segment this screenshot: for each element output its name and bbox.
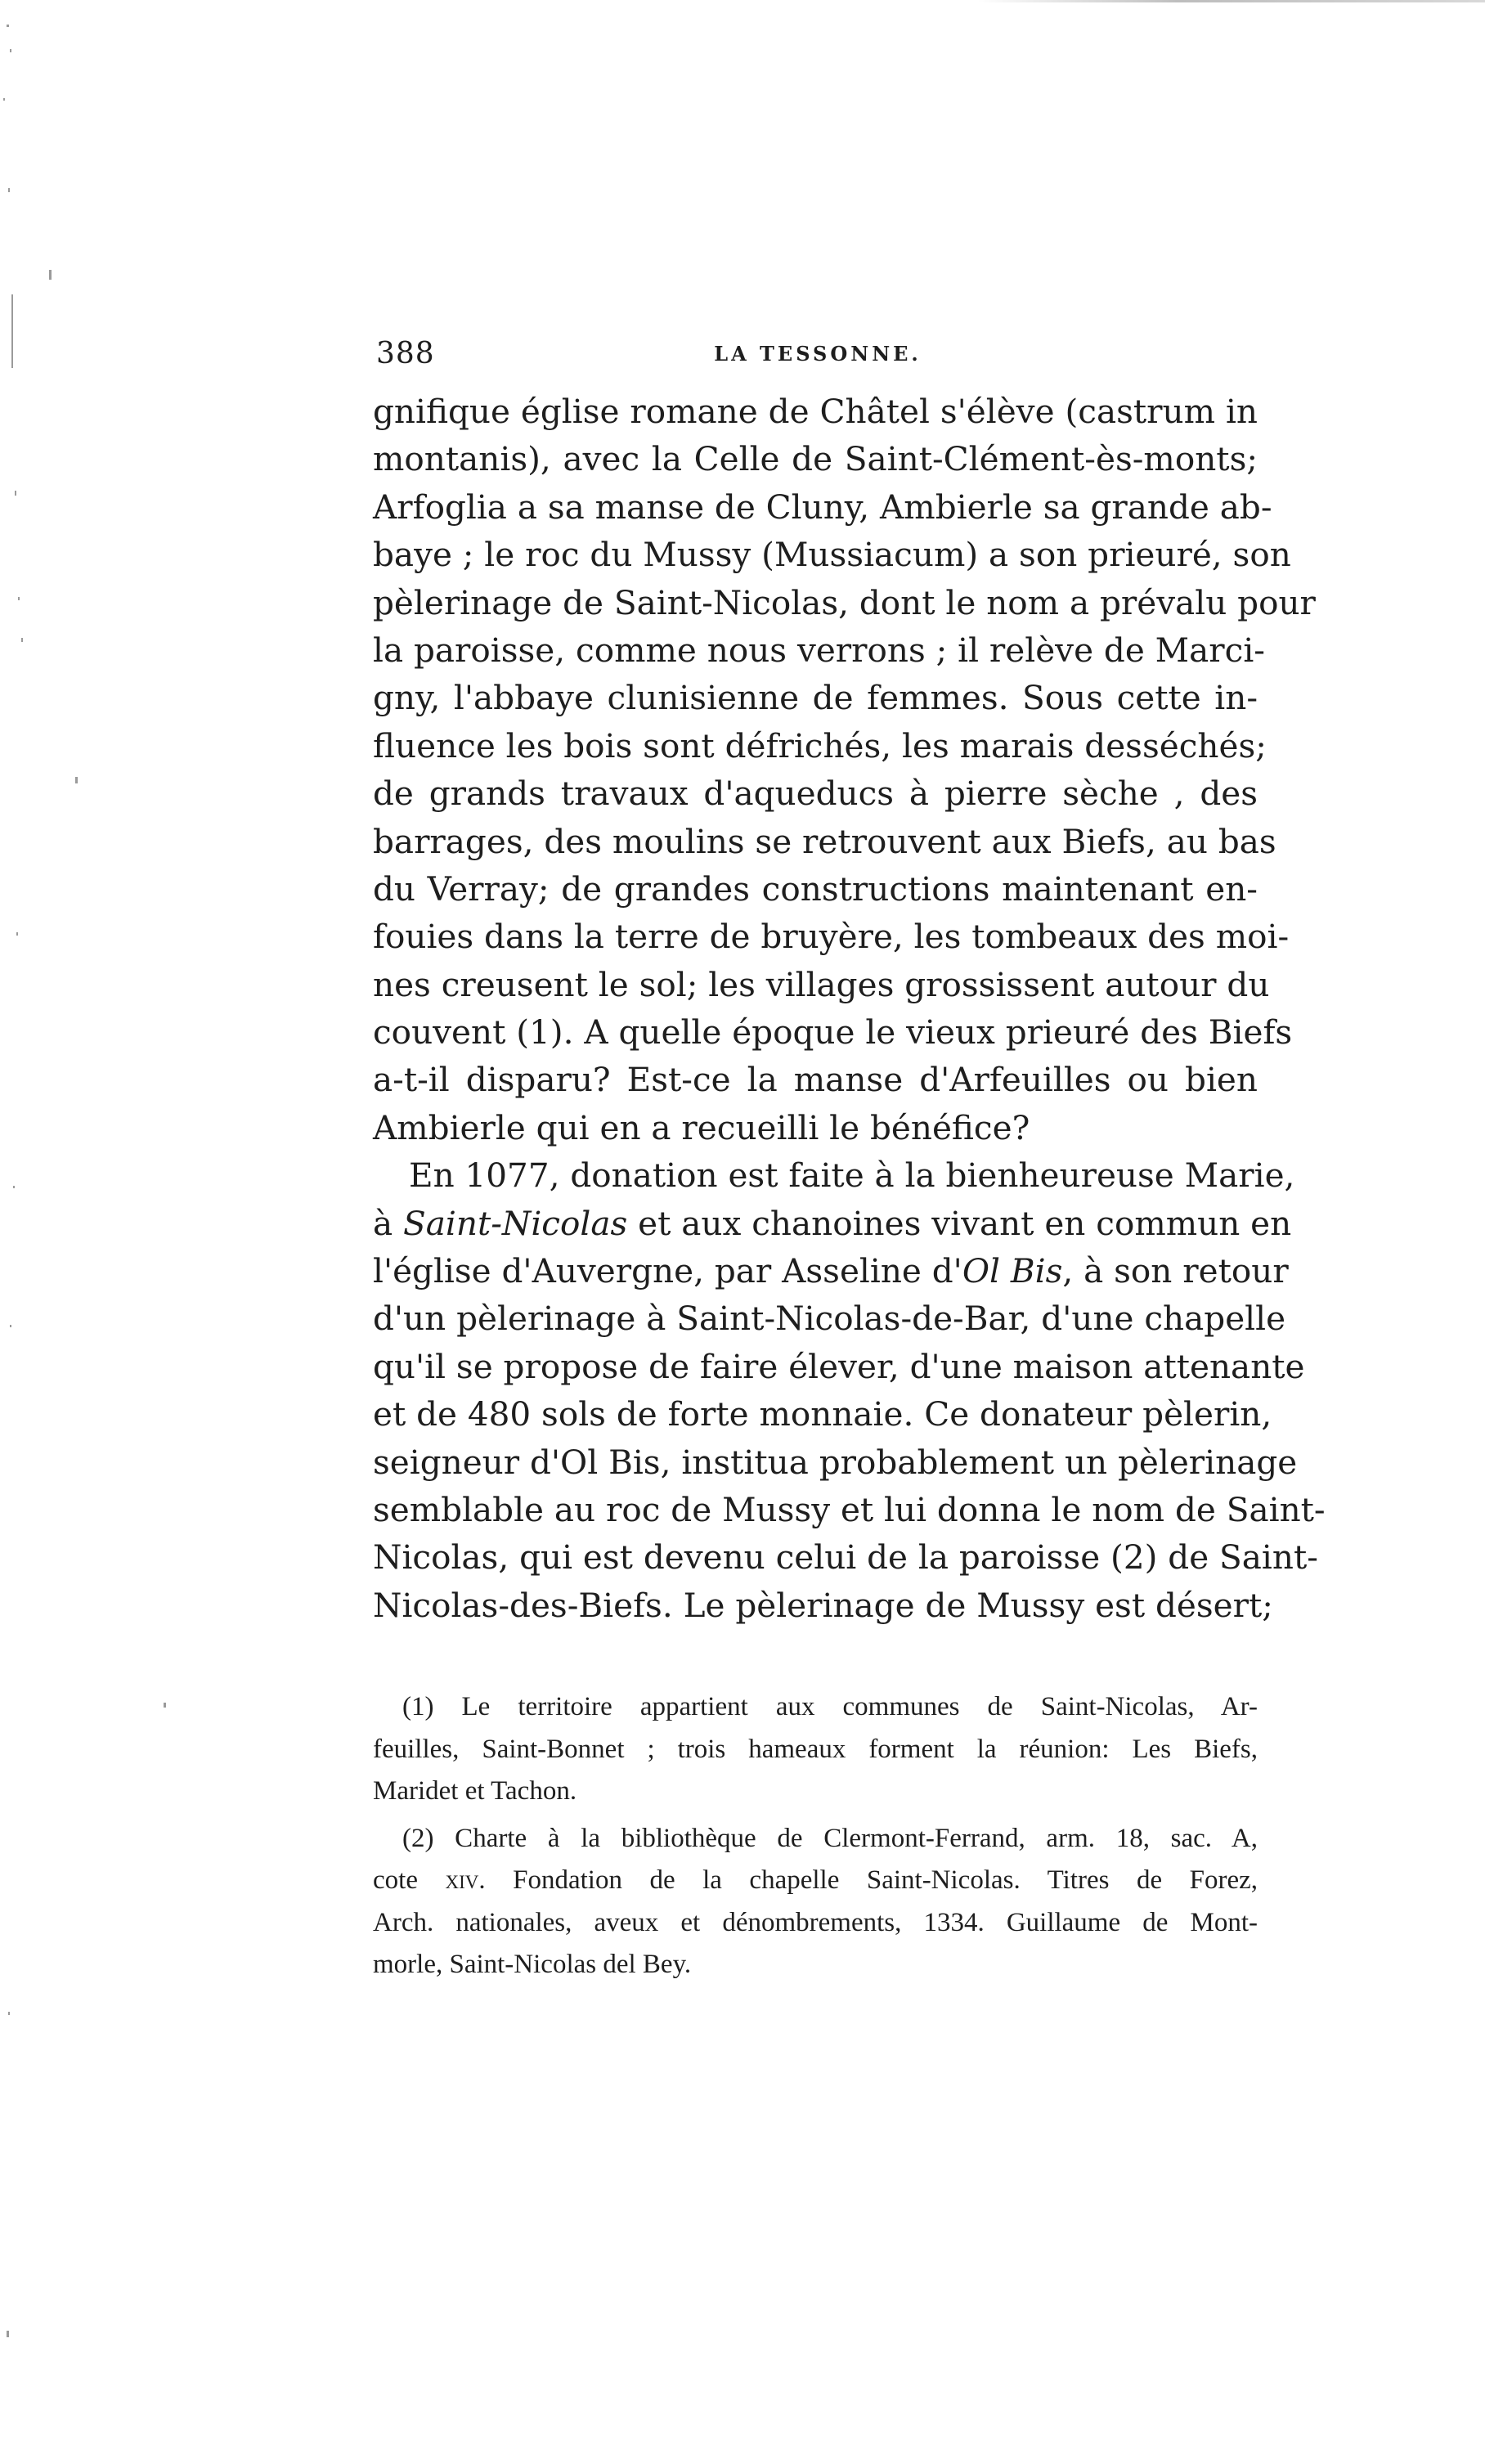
footnote-line — [373, 1860, 1258, 1902]
text-line: Nicolas-des-Biefs. Le pèlerinage de Mussy est désert; — [373, 1585, 1273, 1625]
text-line: montanis), avec la Celle de Saint-Clément-ès-monts; — [373, 439, 1258, 479]
text-line: fluence les bois sont défrichés, les marais desséchés; — [373, 725, 1267, 765]
main-text — [373, 388, 1326, 1629]
footnote-2: (2) Charte à la bibliothèque de Clermont-Ferrand, arm. 18, sac. A, — [402, 1823, 1258, 1853]
text-line: d'un pèlerinage à Saint-Nicolas-de-Bar, d'une chapelle — [373, 1299, 1286, 1339]
text-line: Arfoglia a sa manse de Cluny, Ambierle sa grande ab- — [373, 487, 1272, 527]
text-line: gnifique église romane de Châtel s'élève (castrum in — [373, 392, 1258, 431]
text-line: qu'il se propose de faire élever, d'une maison attenante — [373, 1346, 1305, 1386]
text-fragment: l'église d'Auvergne, par Asseline d' — [373, 1251, 962, 1291]
roman-numeral: xiv — [445, 1865, 479, 1895]
text-line: couvent (1). A quelle époque le vieux prieuré des Biefs — [373, 1012, 1293, 1052]
text-line: fouies dans la terre de bruyère, les tombeaux des moi- — [373, 917, 1290, 957]
footnotes — [373, 1686, 1258, 1986]
text-line — [373, 1247, 1289, 1295]
footnote-line: feuilles, Saint-Bonnet ; trois hameaux forment la réunion: Les Biefs, — [373, 1734, 1258, 1764]
text-fragment: et aux chanoines vivant en commun en — [627, 1203, 1292, 1243]
text-line: la paroisse, comme nous verrons ; il relève de Marci- — [373, 630, 1265, 670]
text-line: En 1077, donation est faite à la bienheureuse Marie, — [409, 1156, 1295, 1196]
text-line: nes creusent le sol; les villages grossissent autour du — [373, 964, 1270, 1004]
page-number: 388 — [376, 337, 435, 370]
text-fragment: cote — [373, 1865, 446, 1895]
text-line: de grands travaux d'aqueducs à pierre sèche , des — [373, 774, 1258, 814]
text-fragment: , à son retour — [1062, 1251, 1289, 1291]
text-line: gny, l'abbaye clunisienne de femmes. Sous cette in- — [373, 678, 1258, 718]
footnote-line: morle, Saint-Nicolas del Bey. — [373, 1950, 692, 1979]
footnote-line: Maridet et Tachon. — [373, 1776, 577, 1806]
running-title: LA TESSONNE. — [714, 342, 922, 366]
footnote-1: (1) Le territoire appartient aux communes de Saint-Nicolas, Ar- — [402, 1692, 1258, 1721]
text-line — [373, 1200, 1292, 1247]
text-line: Ambierle qui en a recueilli le bénéfice? — [373, 1107, 1030, 1147]
italic-place-name: Ol Bis — [962, 1251, 1063, 1291]
text-line: a-t-il disparu? Est-ce la manse d'Arfeuilles ou bien — [373, 1060, 1258, 1100]
top-edge-mark — [978, 0, 1485, 2]
margin-specks — [0, 0, 49, 2464]
text-line: pèlerinage de Saint-Nicolas, dont le nom a prévalu pour — [373, 582, 1316, 622]
text-line: seigneur d'Ol Bis, institua probablement un pèlerinage — [373, 1442, 1298, 1482]
page-header — [376, 337, 1259, 378]
text-line: barrages, des moulins se retrouvent aux Biefs, au bas — [373, 821, 1276, 861]
text-line: Nicolas, qui est devenu celui de la paroisse (2) de Saint- — [373, 1537, 1318, 1578]
italic-place-name: Saint-Nicolas — [403, 1203, 628, 1243]
text-line: semblable au roc de Mussy et lui donna le nom de Saint- — [373, 1489, 1326, 1529]
footnote-line: Arch. nationales, aveux et dénombrements, 1334. Guillaume de Mont- — [373, 1907, 1258, 1937]
text-fragment: à — [373, 1203, 404, 1243]
text-line: et de 480 sols de forte monnaie. Ce donateur pèlerin, — [373, 1394, 1272, 1434]
text-fragment: . Fondation de la chapelle Saint-Nicolas. Titres de Forez, — [478, 1865, 1258, 1895]
text-line: du Verray; de grandes constructions maintenant en- — [373, 868, 1258, 909]
text-line: baye ; le roc du Mussy (Mussiacum) a son prieuré, son — [373, 535, 1291, 575]
